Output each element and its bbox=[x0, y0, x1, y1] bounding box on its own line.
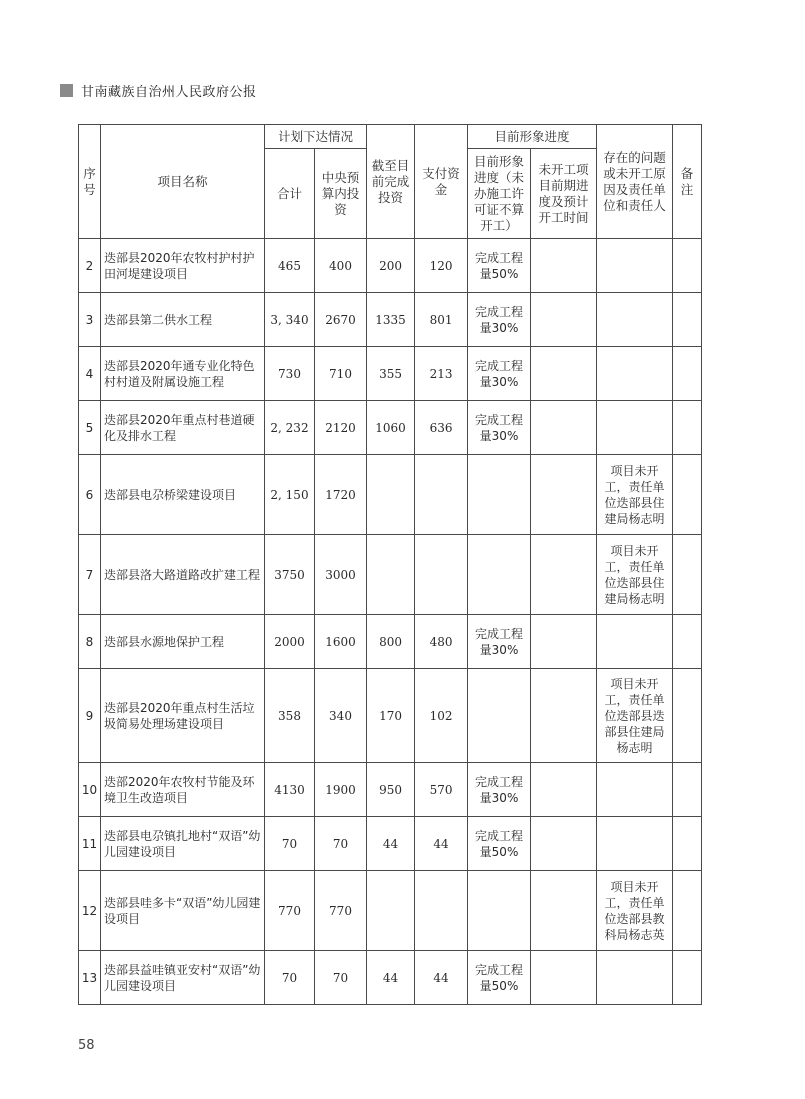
cell-central: 710 bbox=[315, 347, 367, 401]
header-central: 中央预算内投资 bbox=[315, 149, 367, 239]
cell-total: 358 bbox=[265, 669, 315, 763]
cell-paid bbox=[415, 455, 468, 535]
cell-remarks bbox=[673, 455, 702, 535]
table-row bbox=[79, 401, 702, 455]
cell-unstarted bbox=[531, 401, 597, 455]
document-title: 甘南藏族自治州人民政府公报 bbox=[81, 84, 257, 100]
cell-completed: 1060 bbox=[367, 401, 415, 455]
cell-completed: 44 bbox=[367, 817, 415, 871]
cell-seq: 7 bbox=[79, 535, 101, 615]
cell-remarks bbox=[673, 951, 702, 1005]
cell-completed bbox=[367, 871, 415, 951]
cell-remarks bbox=[673, 817, 702, 871]
cell-issues bbox=[597, 615, 673, 669]
cell-seq: 10 bbox=[79, 763, 101, 817]
cell-paid: 44 bbox=[415, 951, 468, 1005]
cell-unstarted bbox=[531, 817, 597, 871]
table-row bbox=[79, 293, 702, 347]
header-name: 项目名称 bbox=[101, 125, 265, 239]
cell-progress: 完成工程量30% bbox=[468, 615, 531, 669]
cell-seq: 6 bbox=[79, 455, 101, 535]
cell-progress: 完成工程量30% bbox=[468, 763, 531, 817]
cell-name: 迭部县电尕镇扎地村“双语”幼儿园建设项目 bbox=[101, 817, 265, 871]
document-header bbox=[60, 82, 257, 98]
cell-completed: 44 bbox=[367, 951, 415, 1005]
header-plan-group: 计划下达情况 bbox=[265, 125, 367, 149]
cell-paid: 102 bbox=[415, 669, 468, 763]
header-issues: 存在的问题或未开工原因及责任单位和责任人 bbox=[597, 125, 673, 239]
header-remarks: 备注 bbox=[673, 125, 702, 239]
cell-seq: 3 bbox=[79, 293, 101, 347]
table-row bbox=[79, 347, 702, 401]
cell-issues bbox=[597, 763, 673, 817]
cell-completed bbox=[367, 455, 415, 535]
header-paid: 支付资金 bbox=[415, 125, 468, 239]
header-square-icon bbox=[60, 84, 73, 97]
project-table bbox=[78, 124, 702, 1005]
cell-unstarted bbox=[531, 871, 597, 951]
cell-progress bbox=[468, 669, 531, 763]
cell-paid: 44 bbox=[415, 817, 468, 871]
cell-issues bbox=[597, 293, 673, 347]
table-row bbox=[79, 763, 702, 817]
cell-name: 迭部县2020年农牧村护村护田河堤建设项目 bbox=[101, 239, 265, 293]
cell-total: 4130 bbox=[265, 763, 315, 817]
cell-unstarted bbox=[531, 347, 597, 401]
cell-total: 2, 232 bbox=[265, 401, 315, 455]
cell-paid: 570 bbox=[415, 763, 468, 817]
cell-issues bbox=[597, 239, 673, 293]
cell-central: 70 bbox=[315, 817, 367, 871]
cell-seq: 8 bbox=[79, 615, 101, 669]
header-progress-group: 目前形象进度 bbox=[468, 125, 597, 149]
cell-name: 迭部2020年农牧村节能及环境卫生改造项目 bbox=[101, 763, 265, 817]
cell-progress: 完成工程量50% bbox=[468, 817, 531, 871]
cell-central: 1600 bbox=[315, 615, 367, 669]
cell-unstarted bbox=[531, 615, 597, 669]
cell-unstarted bbox=[531, 293, 597, 347]
cell-central: 770 bbox=[315, 871, 367, 951]
cell-remarks bbox=[673, 763, 702, 817]
cell-central: 2670 bbox=[315, 293, 367, 347]
cell-unstarted bbox=[531, 669, 597, 763]
cell-total: 70 bbox=[265, 951, 315, 1005]
cell-name: 迭部县2020年重点村巷道硬化及排水工程 bbox=[101, 401, 265, 455]
cell-total: 465 bbox=[265, 239, 315, 293]
cell-progress bbox=[468, 535, 531, 615]
cell-total: 3, 340 bbox=[265, 293, 315, 347]
cell-paid: 801 bbox=[415, 293, 468, 347]
cell-name: 迭部县2020年重点村生活垃圾简易处理场建设项目 bbox=[101, 669, 265, 763]
cell-completed: 950 bbox=[367, 763, 415, 817]
header-completed: 截至目前完成投资 bbox=[367, 125, 415, 239]
table-row bbox=[79, 455, 702, 535]
header-total: 合计 bbox=[265, 149, 315, 239]
header-seq: 序号 bbox=[79, 125, 101, 239]
cell-seq: 4 bbox=[79, 347, 101, 401]
cell-completed: 1335 bbox=[367, 293, 415, 347]
cell-name: 迭部县电尕桥梁建设项目 bbox=[101, 455, 265, 535]
cell-progress: 完成工程量50% bbox=[468, 239, 531, 293]
cell-completed: 800 bbox=[367, 615, 415, 669]
cell-completed: 355 bbox=[367, 347, 415, 401]
cell-issues: 项目未开工，责任单位迭部县住建局杨志明 bbox=[597, 455, 673, 535]
cell-paid: 636 bbox=[415, 401, 468, 455]
cell-seq: 9 bbox=[79, 669, 101, 763]
cell-progress: 完成工程量30% bbox=[468, 401, 531, 455]
cell-central: 1720 bbox=[315, 455, 367, 535]
cell-name: 迭部县益哇镇亚安村“双语”幼儿园建设项目 bbox=[101, 951, 265, 1005]
cell-seq: 12 bbox=[79, 871, 101, 951]
table-row bbox=[79, 535, 702, 615]
table-row bbox=[79, 817, 702, 871]
cell-total: 730 bbox=[265, 347, 315, 401]
cell-issues bbox=[597, 951, 673, 1005]
cell-name: 迭部县第二供水工程 bbox=[101, 293, 265, 347]
cell-issues: 项目未开工，责任单位迭部县教科局杨志英 bbox=[597, 871, 673, 951]
header-unstarted: 未开工项目前期进度及预计开工时间 bbox=[531, 149, 597, 239]
cell-central: 400 bbox=[315, 239, 367, 293]
cell-issues bbox=[597, 347, 673, 401]
cell-paid: 480 bbox=[415, 615, 468, 669]
cell-total: 2000 bbox=[265, 615, 315, 669]
cell-unstarted bbox=[531, 455, 597, 535]
cell-issues: 项目未开工，责任单位迭部县住建局杨志明 bbox=[597, 535, 673, 615]
cell-paid bbox=[415, 871, 468, 951]
cell-remarks bbox=[673, 615, 702, 669]
cell-progress bbox=[468, 455, 531, 535]
header-progress: 目前形象进度（未办施工许可证不算开工） bbox=[468, 149, 531, 239]
cell-progress: 完成工程量30% bbox=[468, 347, 531, 401]
cell-central: 3000 bbox=[315, 535, 367, 615]
cell-unstarted bbox=[531, 763, 597, 817]
cell-progress bbox=[468, 871, 531, 951]
cell-name: 迭部县哇多卡“双语”幼儿园建设项目 bbox=[101, 871, 265, 951]
cell-completed bbox=[367, 535, 415, 615]
cell-central: 2120 bbox=[315, 401, 367, 455]
cell-unstarted bbox=[531, 535, 597, 615]
cell-central: 70 bbox=[315, 951, 367, 1005]
cell-paid bbox=[415, 535, 468, 615]
cell-remarks bbox=[673, 535, 702, 615]
cell-unstarted bbox=[531, 239, 597, 293]
cell-paid: 213 bbox=[415, 347, 468, 401]
table-row bbox=[79, 669, 702, 763]
cell-name: 迭部县洛大路道路改扩建工程 bbox=[101, 535, 265, 615]
table-row bbox=[79, 615, 702, 669]
cell-seq: 13 bbox=[79, 951, 101, 1005]
table-row bbox=[79, 951, 702, 1005]
cell-unstarted bbox=[531, 951, 597, 1005]
cell-issues bbox=[597, 401, 673, 455]
cell-completed: 170 bbox=[367, 669, 415, 763]
cell-seq: 11 bbox=[79, 817, 101, 871]
cell-name: 迭部县2020年通专业化特色村村道及附属设施工程 bbox=[101, 347, 265, 401]
cell-progress: 完成工程量30% bbox=[468, 293, 531, 347]
table-row bbox=[79, 239, 702, 293]
cell-issues bbox=[597, 817, 673, 871]
cell-remarks bbox=[673, 401, 702, 455]
cell-remarks bbox=[673, 871, 702, 951]
cell-total: 770 bbox=[265, 871, 315, 951]
cell-completed: 200 bbox=[367, 239, 415, 293]
cell-issues: 项目未开工，责任单位迭部县迭部县住建局杨志明 bbox=[597, 669, 673, 763]
cell-seq: 5 bbox=[79, 401, 101, 455]
table-row bbox=[79, 871, 702, 951]
cell-central: 1900 bbox=[315, 763, 367, 817]
cell-paid: 120 bbox=[415, 239, 468, 293]
cell-remarks bbox=[673, 293, 702, 347]
cell-progress: 完成工程量50% bbox=[468, 951, 531, 1005]
cell-total: 2, 150 bbox=[265, 455, 315, 535]
cell-remarks bbox=[673, 347, 702, 401]
cell-central: 340 bbox=[315, 669, 367, 763]
cell-seq: 2 bbox=[79, 239, 101, 293]
page-number: 58 bbox=[78, 1038, 95, 1053]
cell-total: 70 bbox=[265, 817, 315, 871]
cell-name: 迭部县水源地保护工程 bbox=[101, 615, 265, 669]
cell-remarks bbox=[673, 239, 702, 293]
cell-remarks bbox=[673, 669, 702, 763]
cell-total: 3750 bbox=[265, 535, 315, 615]
